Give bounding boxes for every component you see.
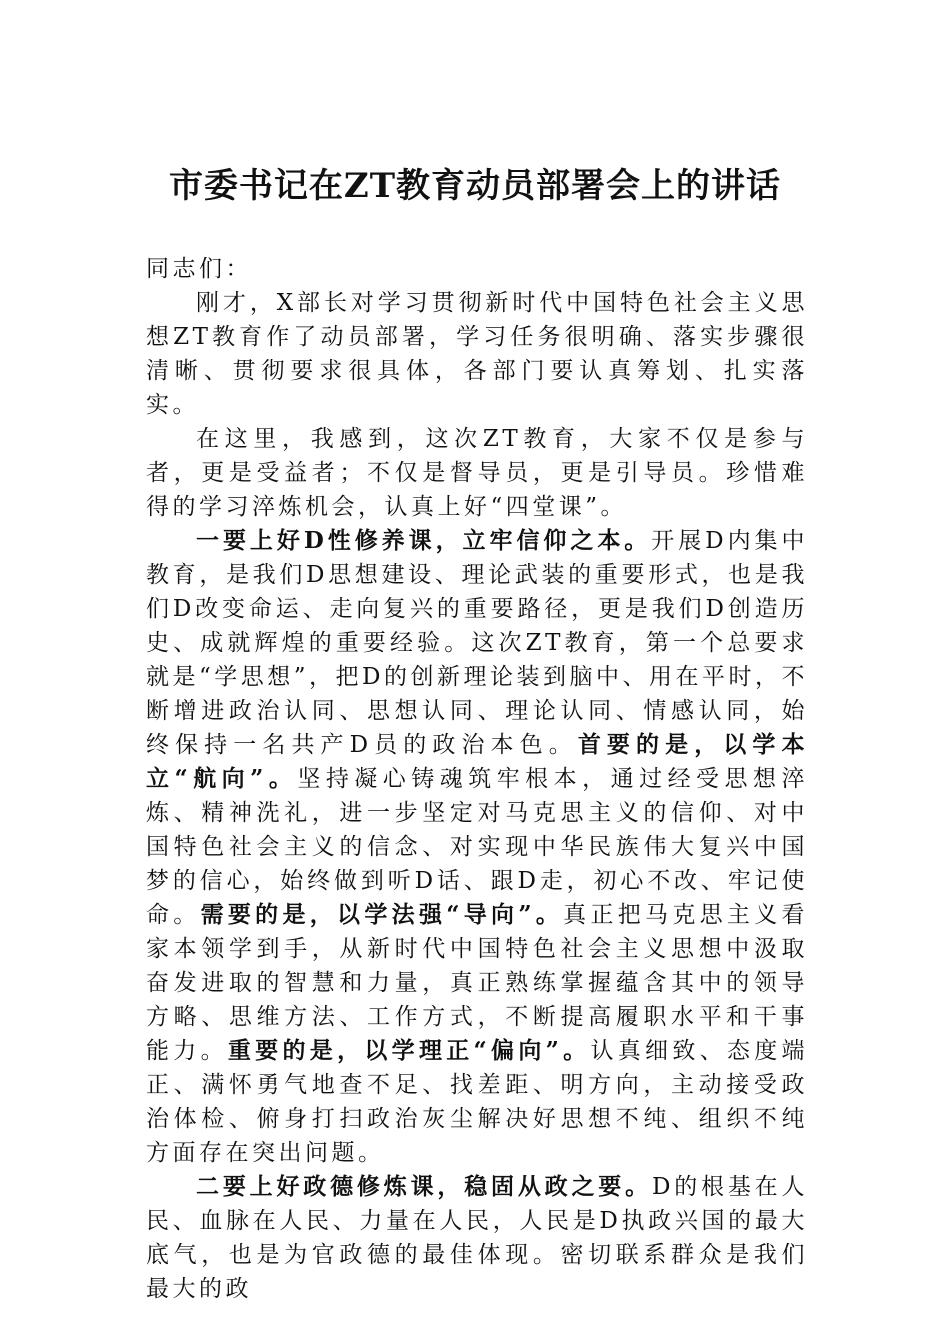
section-heading-2: 二要上好政德修炼课，稳固从政之要。 [196,1173,652,1200]
paragraph-3-text-4: 认真细致、态度端正、满怀勇气地查不足、找差距、明方向，主动接受政治体检、俯身打扫政治灰尘解决好思想不纯、组织不纯方面存在突出问题。 [146,1038,809,1166]
paragraph-3-text-2: 坚持凝心铸魂筑牢根本，通过经受思想淬炼、精神洗礼，进一步坚定对马克思主义的信仰、对中国特色社会主义的信念、对实现中华民族伟大复兴中国梦的信心，始终做到听D话、跟D走，初心不改、牢记使命。 [146,766,808,928]
subpoint-heading-1: 首要的是，以学本立“航向”。 [146,731,808,792]
section-heading-1: 一要上好D性修养课，立牢信仰之本。 [196,527,652,554]
subpoint-heading-3: 重要的是，以学理正“偏向”。 [227,1037,591,1064]
paragraph-1: 刚才，X部长对学习贯彻新时代中国特色社会主义思想ZT教育作了动员部署，学习任务很明确、落实步骤很清晰、贯彻要求很具体，各部门要认真筹划、扎实落实。 [146,290,808,418]
salutation: 同志们： [146,256,252,282]
document-body [146,252,808,1306]
paragraph-3-text-1: 开展D内集中教育，是我们D思想建设、理论武装的重要形式，也是我们D改变命运、走向复兴的重要路径，更是我们D创造历史、成就辉煌的重要经验。这次ZT教育，第一个总要求就是“学思想”，把D的创新理论装到脑中、用在平时，不断增进政治认同、思想认同、理论认同、情感认同，始终保持一名共产D员的政治本色。 [146,528,808,758]
subpoint-heading-2: 需要的是，以学法强“导向”。 [200,901,564,928]
document-title: 市委书记在ZT教育动员部署会上的讲话 [168,166,782,206]
paragraph-3-text-3: 真正把马克思主义看家本领学到手，从新时代中国特色社会主义思想中汲取奋发进取的智慧和力量，真正熟练掌握蕴含其中的领导方略、思维方法、工作方式，不断提高履职水平和干事能力。 [146,902,808,1064]
paragraph-4 [146,1170,808,1306]
paragraph-4-text-1: D的根基在人民、血脉在人民、力量在人民，人民是D执政兴国的最大底气，也是为官政德的最佳体现。密切联系群众是我们最大的政 [146,1174,808,1302]
paragraph-3 [146,524,808,1170]
paragraph-2: 在这里，我感到，这次ZT教育，大家不仅是参与者，更是受益者；不仅是督导员，更是引导员。珍惜难得的学习淬炼机会，认真上好“四堂课”。 [146,426,808,520]
